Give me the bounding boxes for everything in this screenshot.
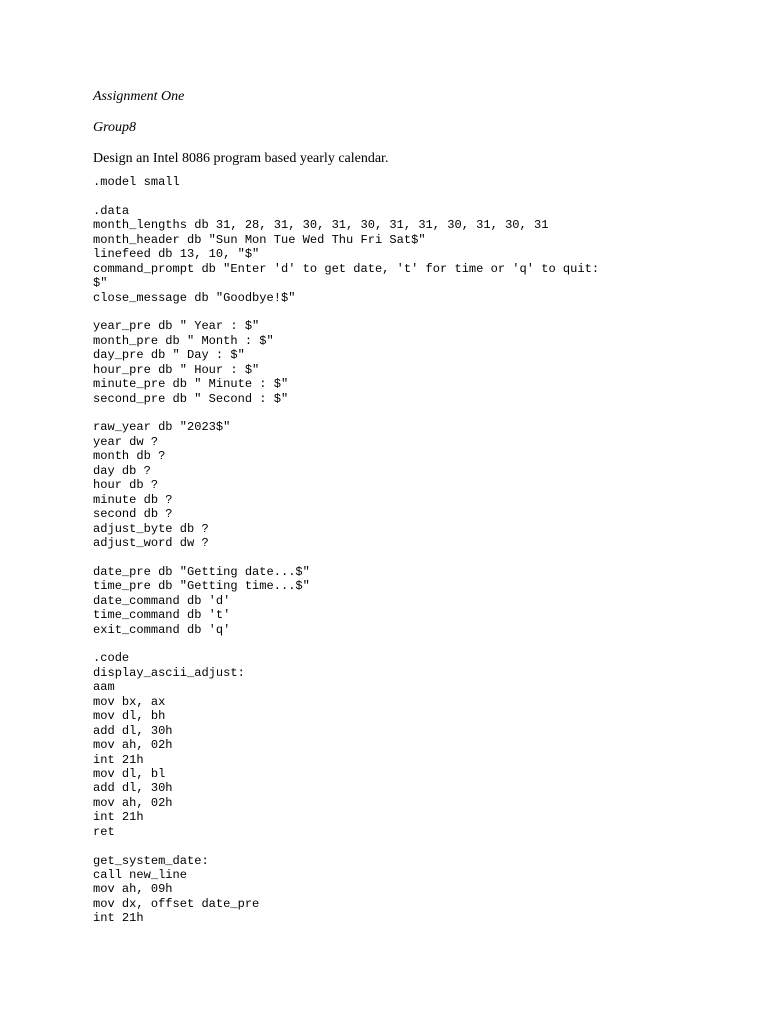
code-line: aam: [93, 680, 115, 695]
code-line: minute db ?: [93, 492, 173, 507]
code-line: command_prompt db "Enter 'd' to get date, 't' for time or 'q' to quit:: [93, 261, 600, 276]
code-line: add dl, 30h: [93, 781, 173, 796]
code-line: mov ah, 02h: [93, 738, 173, 753]
code-line: mov bx, ax: [93, 694, 166, 709]
code-line: close_message db "Goodbye!$": [93, 290, 296, 305]
code-line: date_pre db "Getting date...$": [93, 564, 310, 579]
code-line: $": [93, 276, 108, 291]
code-line: month_lengths db 31, 28, 31, 30, 31, 30, 31, 31, 30, 31, 30, 31: [93, 218, 549, 233]
code-line: hour db ?: [93, 478, 159, 493]
code-line: time_pre db "Getting time...$": [93, 579, 310, 594]
code-line: [93, 839, 753, 853]
code-line: .model small: [93, 175, 180, 189]
code-line: day db ?: [93, 463, 151, 478]
code-line: mov ah, 02h: [93, 795, 173, 810]
code-line: month db ?: [93, 449, 166, 464]
code-line: ret: [93, 824, 115, 839]
code-line: adjust_byte db ?: [93, 521, 209, 536]
code-line: mov dl, bl: [93, 766, 166, 781]
code-line: call new_line: [93, 868, 187, 882]
code-line: [93, 637, 753, 651]
code-line: int 21h: [93, 752, 144, 767]
code-line: get_system_date:: [93, 853, 209, 868]
code-line: exit_command db 'q': [93, 622, 231, 637]
group-name: Group8: [93, 120, 137, 135]
code-line: [93, 189, 753, 203]
code-listing: [93, 175, 753, 926]
code-line: day_pre db " Day : $": [93, 348, 245, 363]
code-line: int 21h: [93, 810, 144, 825]
code-line: linefeed db 13, 10, "$": [93, 247, 260, 262]
code-line: display_ascii_adjust:: [93, 665, 245, 680]
code-line: hour_pre db " Hour : $": [93, 362, 260, 377]
document-title: Assignment One: [93, 89, 185, 104]
code-line: second_pre db " Second : $": [93, 391, 289, 406]
task-description: Design an Intel 8086 program based yearly calendar.: [93, 151, 389, 166]
code-line: month_header db "Sun Mon Tue Wed Thu Fri Sat$": [93, 232, 426, 247]
code-line: raw_year db "2023$": [93, 420, 231, 435]
code-line: second db ?: [93, 507, 173, 522]
code-line: month_pre db " Month : $": [93, 333, 274, 348]
code-line: [93, 305, 753, 319]
code-line: mov ah, 09h: [93, 882, 173, 897]
code-line: .code: [93, 651, 130, 666]
code-line: [93, 406, 753, 420]
code-line: mov dl, bh: [93, 709, 166, 724]
code-line: .data: [93, 203, 130, 218]
code-line: int 21h: [93, 911, 144, 926]
code-line: year_pre db " Year : $": [93, 319, 260, 334]
document-page: [93, 88, 753, 926]
code-line: [93, 550, 753, 564]
code-line: time_command db 't': [93, 608, 231, 623]
code-line: add dl, 30h: [93, 723, 173, 738]
code-line: mov dx, offset date_pre: [93, 896, 260, 911]
code-line: adjust_word dw ?: [93, 535, 209, 550]
code-line: minute_pre db " Minute : $": [93, 377, 289, 392]
code-line: date_command db 'd': [93, 593, 231, 608]
code-line: year dw ?: [93, 434, 159, 449]
